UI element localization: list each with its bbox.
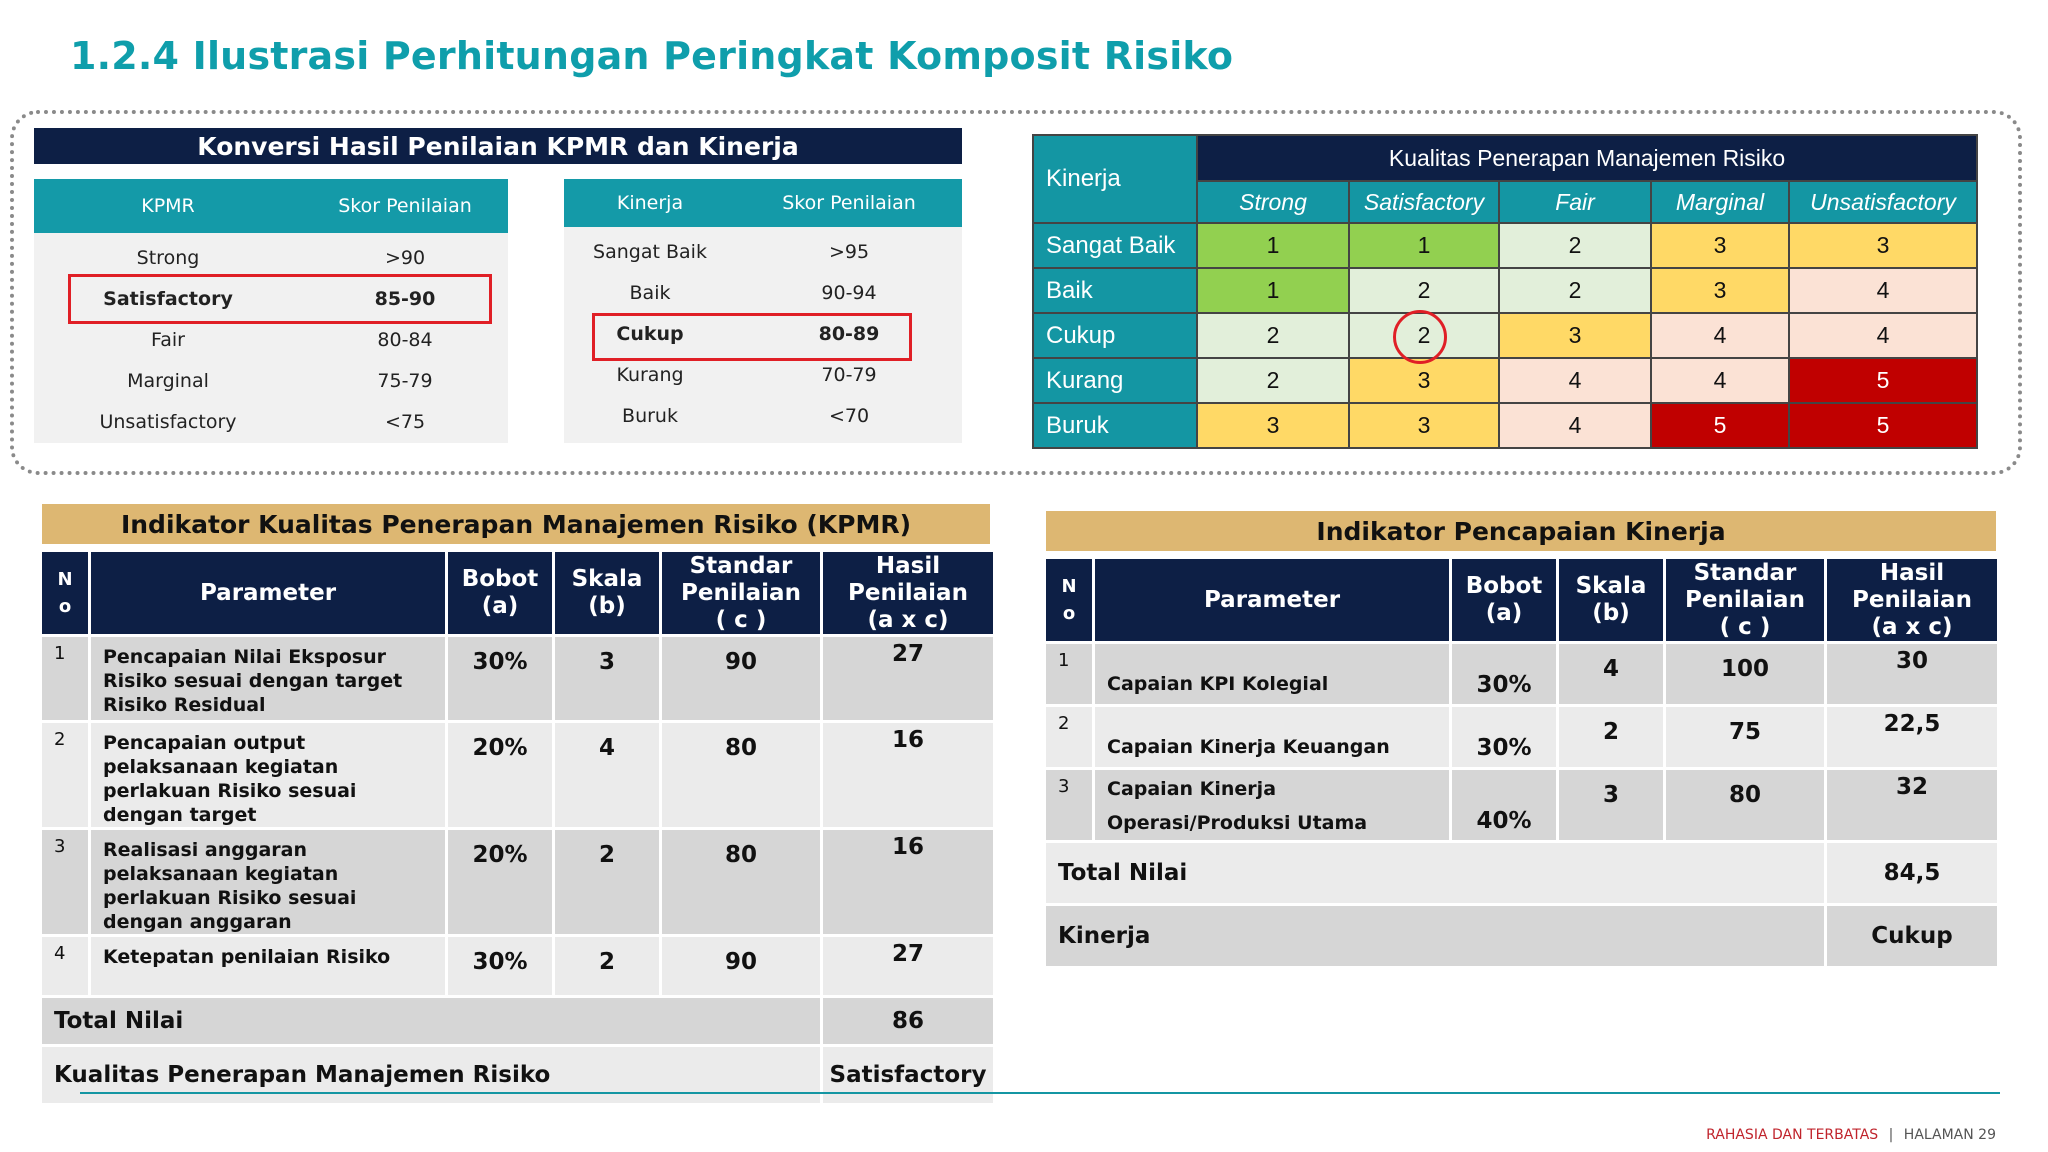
skala-value: 3	[555, 637, 659, 720]
kinerja-conversion-row	[564, 395, 962, 436]
total-value: 84,5	[1827, 843, 1997, 903]
result-row	[42, 1047, 993, 1103]
standar-col-header: Standar Penilaian ( c )	[662, 552, 820, 634]
matrix-cell: 3	[1789, 223, 1977, 268]
conversion-header: Konversi Hasil Penilaian KPMR dan Kinerja	[34, 128, 962, 164]
kinerja-label: Baik	[629, 281, 671, 304]
kpmr-conversion-row	[34, 319, 508, 360]
kinerja-score: <70	[828, 404, 870, 427]
skala-value: 4	[555, 723, 659, 827]
kinerja-label: Sangat Baik	[593, 240, 707, 263]
matrix-row	[1033, 403, 1977, 448]
kinerja-label: Cukup	[616, 322, 684, 345]
parameter-text: Pencapaian Nilai Eksposur Risiko sesuai dengan target Risiko Residual	[91, 637, 445, 720]
table-row	[42, 723, 993, 827]
hasil-value: 27	[823, 937, 993, 995]
matrix-cell: 3	[1197, 403, 1349, 448]
score-col-header: Skor Penilaian	[338, 195, 472, 217]
risk-matrix	[1032, 134, 1978, 449]
row-number: 2	[1046, 707, 1092, 767]
matrix-cell: 2	[1499, 223, 1651, 268]
matrix-cell: 4	[1789, 268, 1977, 313]
skala-value: 2	[1559, 707, 1663, 767]
kinerja-label: Kurang	[616, 363, 684, 386]
kpmr-label: Fair	[151, 328, 185, 351]
kinerja-label: Buruk	[622, 404, 678, 427]
skala-value: 4	[1559, 644, 1663, 704]
kpmr-score: 75-79	[377, 369, 433, 392]
skala-col-header: Skala (b)	[555, 552, 659, 634]
matrix-row-label: Kurang	[1033, 358, 1197, 403]
kpmr-indicator-header: Indikator Kualitas Penerapan Manajemen Risiko (KPMR)	[42, 504, 990, 544]
hasil-value: 16	[823, 723, 993, 827]
page-number: HALAMAN 29	[1903, 1127, 1996, 1143]
kinerja-conversion-header-row	[564, 179, 962, 227]
kinerja-selection-box	[592, 313, 912, 361]
matrix-row-label: Baik	[1033, 268, 1197, 313]
kinerja-score: 80-89	[818, 322, 880, 345]
parameter-text: Capaian KPI Kolegial	[1095, 644, 1449, 704]
matrix-cell: 4	[1499, 358, 1651, 403]
row-number: 1	[42, 637, 88, 720]
matrix-cell: 4	[1499, 403, 1651, 448]
footer-separator: |	[1888, 1127, 1894, 1143]
kinerja-score: 90-94	[821, 281, 877, 304]
kpmr-label: Satisfactory	[103, 287, 233, 310]
bobot-value: 40%	[1452, 770, 1556, 840]
page-title: 1.2.4 Ilustrasi Perhitungan Peringkat Komposit Risiko	[70, 34, 1234, 78]
total-row	[42, 998, 993, 1044]
hasil-value: 32	[1827, 770, 1997, 840]
matrix-row-label: Cukup	[1033, 313, 1197, 358]
kinerja-score: 70-79	[821, 363, 877, 386]
table-row	[42, 830, 993, 934]
matrix-cell: 1	[1197, 223, 1349, 268]
matrix-cell: 4	[1651, 358, 1789, 403]
selected-cell-circle	[1393, 310, 1447, 364]
bobot-value: 30%	[448, 637, 552, 720]
table-row	[42, 937, 993, 995]
bobot-value: 30%	[448, 937, 552, 995]
result-value: Cukup	[1827, 906, 1997, 966]
total-label: Total Nilai	[1046, 843, 1824, 903]
total-label: Total Nilai	[42, 998, 820, 1044]
matrix-row-label: Sangat Baik	[1033, 223, 1197, 268]
kpmr-conversion-header-row	[34, 179, 508, 233]
matrix-cell: 5	[1789, 358, 1977, 403]
matrix-col-header: Fair	[1499, 181, 1651, 223]
row-number: 3	[1046, 770, 1092, 840]
total-value: 86	[823, 998, 993, 1044]
bobot-col-header: Bobot (a)	[1452, 559, 1556, 641]
standar-value: 80	[662, 830, 820, 934]
standar-value: 75	[1666, 707, 1824, 767]
kpmr-label: Marginal	[127, 369, 209, 392]
bobot-col-header: Bobot (a)	[448, 552, 552, 634]
kpmr-indicator-table	[39, 549, 996, 1106]
skala-value: 3	[1559, 770, 1663, 840]
matrix-row	[1033, 268, 1977, 313]
kinerja-conversion-table	[564, 179, 962, 443]
row-number: 4	[42, 937, 88, 995]
hasil-value: 30	[1827, 644, 1997, 704]
kinerja-indicator-table	[1043, 556, 2000, 969]
table-row	[1046, 707, 1997, 767]
kpmr-score: 85-90	[374, 287, 436, 310]
hasil-col-header: Hasil Penilaian (a x c)	[1827, 559, 1997, 641]
kpmr-score: >90	[384, 246, 426, 269]
kpmr-conversion-row	[34, 237, 508, 278]
no-col-header: N o	[1046, 559, 1092, 641]
matrix-cell: 4	[1651, 313, 1789, 358]
kpmr-score: 80-84	[377, 328, 433, 351]
standar-value: 100	[1666, 644, 1824, 704]
skala-value: 2	[555, 830, 659, 934]
kpmr-score: <75	[384, 410, 426, 433]
kpmr-selection-box	[68, 274, 492, 324]
result-label: Kualitas Penerapan Manajemen Risiko	[42, 1047, 820, 1103]
kpmr-label: Strong	[136, 246, 200, 269]
row-number: 3	[42, 830, 88, 934]
parameter-text: Capaian Kinerja Operasi/Produksi Utama	[1095, 770, 1449, 840]
parameter-col-header: Parameter	[91, 552, 445, 634]
table-row	[1046, 770, 1997, 840]
score-col-header: Skor Penilaian	[782, 192, 916, 214]
matrix-cell: 1	[1349, 223, 1499, 268]
matrix-cell: 3	[1499, 313, 1651, 358]
skala-value: 2	[555, 937, 659, 995]
matrix-cell: 5	[1789, 403, 1977, 448]
matrix-col-group-header: Kualitas Penerapan Manajemen Risiko	[1197, 135, 1977, 181]
matrix-row	[1033, 223, 1977, 268]
standar-value: 80	[1666, 770, 1824, 840]
hasil-value: 27	[823, 637, 993, 720]
matrix-cell: 2	[1349, 268, 1499, 313]
footer	[1706, 1127, 1996, 1143]
matrix-cell: 4	[1789, 313, 1977, 358]
parameter-col-header: Parameter	[1095, 559, 1449, 641]
no-col-header: N o	[42, 552, 88, 634]
result-value: Satisfactory	[823, 1047, 993, 1103]
matrix-col-header: Marginal	[1651, 181, 1789, 223]
matrix-row	[1033, 313, 1977, 358]
matrix-cell: 3	[1349, 358, 1499, 403]
table-row	[42, 637, 993, 720]
standar-value: 80	[662, 723, 820, 827]
matrix-cell-selected: 2	[1349, 313, 1499, 358]
total-row	[1046, 843, 1997, 903]
footer-divider	[80, 1092, 2000, 1094]
kinerja-col-header: Kinerja	[616, 192, 684, 214]
row-number: 2	[42, 723, 88, 827]
row-number: 1	[1046, 644, 1092, 704]
matrix-cell: 2	[1197, 313, 1349, 358]
matrix-cell: 1	[1197, 268, 1349, 313]
parameter-text: Ketepatan penilaian Risiko	[91, 937, 445, 995]
matrix-col-header: Unsatisfactory	[1789, 181, 1977, 223]
matrix-row-header: Kinerja	[1033, 135, 1197, 223]
matrix-cell: 5	[1651, 403, 1789, 448]
kpmr-col-header: KPMR	[141, 195, 195, 217]
hasil-col-header: Hasil Penilaian (a x c)	[823, 552, 993, 634]
standar-col-header: Standar Penilaian ( c )	[1666, 559, 1824, 641]
standar-value: 90	[662, 937, 820, 995]
table-row	[1046, 644, 1997, 704]
bobot-value: 20%	[448, 723, 552, 827]
result-label: Kinerja	[1046, 906, 1824, 966]
kpmr-conversion-row	[34, 360, 508, 401]
confidential-label: RAHASIA DAN TERBATAS	[1706, 1127, 1879, 1143]
kpmr-label: Unsatisfactory	[99, 410, 237, 433]
kinerja-conversion-row	[564, 231, 962, 272]
skala-col-header: Skala (b)	[1559, 559, 1663, 641]
matrix-row	[1033, 358, 1977, 403]
matrix-cell: 3	[1349, 403, 1499, 448]
matrix-col-header: Strong	[1197, 181, 1349, 223]
matrix-col-header: Satisfactory	[1349, 181, 1499, 223]
kinerja-indicator-header: Indikator Pencapaian Kinerja	[1046, 511, 1996, 551]
standar-value: 90	[662, 637, 820, 720]
matrix-cell: 3	[1651, 223, 1789, 268]
matrix-cell: 2	[1197, 358, 1349, 403]
parameter-text: Pencapaian output pelaksanaan kegiatan perlakuan Risiko sesuai dengan target	[91, 723, 445, 827]
bobot-value: 30%	[1452, 644, 1556, 704]
matrix-cell: 3	[1651, 268, 1789, 313]
hasil-value: 16	[823, 830, 993, 934]
hasil-value: 22,5	[1827, 707, 1997, 767]
parameter-text: Capaian Kinerja Keuangan	[1095, 707, 1449, 767]
kinerja-score: >95	[828, 240, 870, 263]
matrix-row-label: Buruk	[1033, 403, 1197, 448]
matrix-cell: 2	[1499, 268, 1651, 313]
kinerja-conversion-row	[564, 272, 962, 313]
kpmr-conversion-row	[34, 401, 508, 442]
parameter-text: Realisasi anggaran pelaksanaan kegiatan perlakuan Risiko sesuai dengan anggaran	[91, 830, 445, 934]
bobot-value: 30%	[1452, 707, 1556, 767]
bobot-value: 20%	[448, 830, 552, 934]
result-row	[1046, 906, 1997, 966]
